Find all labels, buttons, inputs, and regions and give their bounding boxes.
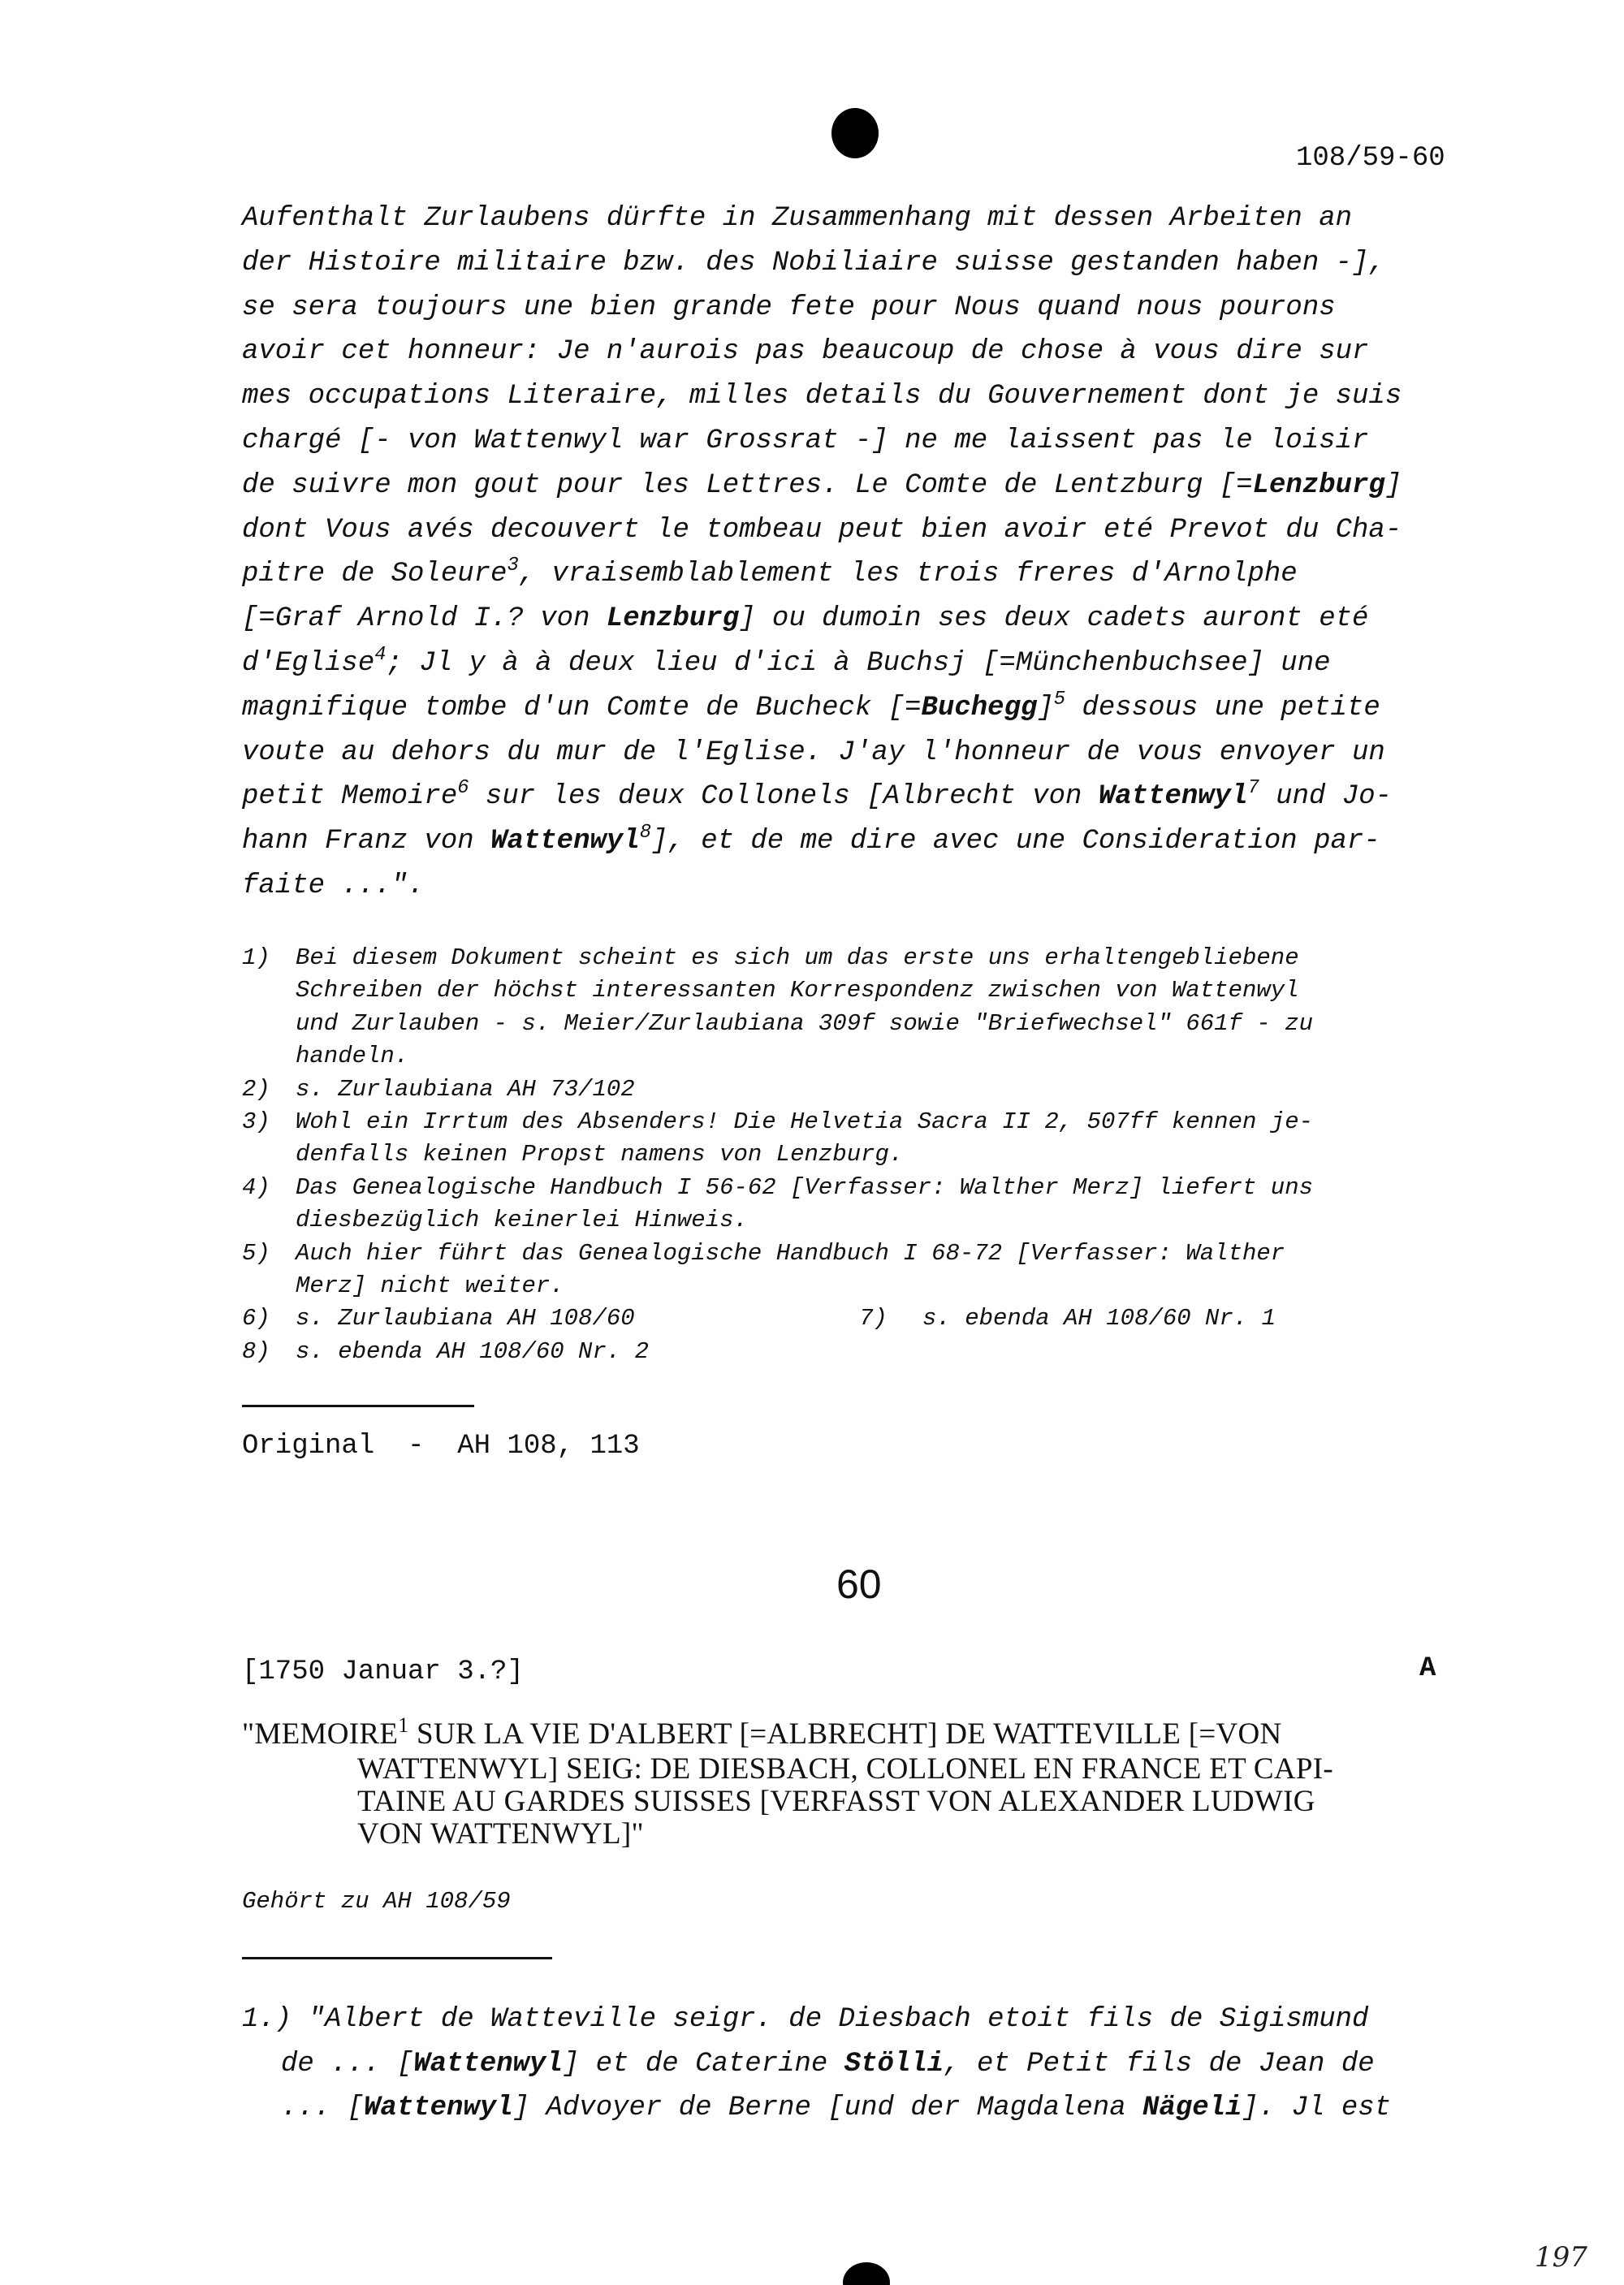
body-line [242, 777, 1393, 813]
footnote-text: Wohl ein Irrtum des Absenders! Die Helvetia Sacra II 2, 507ff kennen je- [296, 1108, 1314, 1135]
footnote-number: 6) [242, 1305, 270, 1333]
text-run: faite ...". [242, 870, 425, 901]
memo-title-line-4: VON WATTENWYL]" [357, 1817, 644, 1851]
footnote-number: 5) [242, 1239, 270, 1267]
text-run: magnifique tombe d'un Comte de Bucheck [= [242, 692, 922, 724]
footnote-text: s. ebenda AH 108/60 Nr. 1 [922, 1305, 1276, 1333]
footnote-number: 7) [859, 1305, 888, 1333]
body-line [242, 381, 1402, 412]
footnote-text: handeln. [296, 1043, 409, 1070]
bold-name: Lenzburg [606, 603, 740, 635]
memo-title-line-2: WATTENWYL] SEIG: DE DIESBACH, COLLONEL EN FRANCE ET CAPI- [357, 1752, 1334, 1786]
page-reference: 108/59-60 [1296, 143, 1445, 174]
body-line [242, 737, 1385, 768]
body-line [242, 515, 1402, 546]
text-run: avoir cet honneur: Je n'aurois pas beaucoup de chose à vous dire sur [242, 336, 1369, 368]
bold-name: Buchegg [921, 692, 1038, 724]
text-run: petit Memoire [242, 781, 458, 813]
divider-rule [242, 1405, 474, 1407]
text-run: voute au dehors du mur de l'Eglise. J'ay l'honneur de vous envoyer un [242, 736, 1385, 768]
text-run: Aufenthalt Zurlaubens dürfte in Zusammenhang mit dessen Arbeiten an [242, 203, 1353, 234]
footnote-text: s. Zurlaubiana AH 73/102 [296, 1075, 635, 1103]
bold-name: Wattenwyl [413, 2048, 563, 2080]
text-run: , vraisemblablement les trois freres d'Arnolphe [518, 559, 1298, 590]
body-line [242, 643, 1331, 679]
footnote-text: Schreiben der höchst interessanten Korrespondenz zwischen von Wattenwyl [296, 977, 1299, 1004]
date-line: [1750 Januar 3.?] [242, 1657, 524, 1687]
text-run: ; Jl y à à deux lieu d'ici à Buchsj [=Münchenbuchsee] une [386, 648, 1331, 679]
text-run: ] [1384, 469, 1402, 501]
footnote-text: Merz] nicht weiter. [296, 1272, 564, 1299]
original-reference: Original - AH 108, 113 [242, 1431, 640, 1462]
footnote-number: 3) [242, 1108, 270, 1135]
footnote-number: 8) [242, 1337, 270, 1365]
bold-name: Wattenwyl [490, 826, 640, 857]
text-run: ] [1037, 692, 1054, 724]
text-run: ] ou dumoin ses deux cadets auront eté [739, 603, 1369, 635]
body-line [242, 470, 1402, 501]
bold-name: Wattenwyl [1098, 781, 1248, 813]
footnote-number: 1) [242, 944, 270, 971]
footnote-marker: 4 [374, 643, 387, 666]
footnote-text: s. Zurlaubiana AH 108/60 [296, 1305, 635, 1333]
text-run: ... [ [281, 2093, 365, 2123]
footnote-text: Das Genealogische Handbuch I 56-62 [Verfasser: Walther Merz] liefert uns [296, 1173, 1314, 1201]
body-line [242, 336, 1368, 367]
text-run: dont Vous avés decouvert le tombeau peut bien avoir eté Prevot du Cha- [242, 514, 1402, 546]
footnote-text: und Zurlauben - s. Meier/Zurlaubiana 309f sowie "Briefwechsel" 661f - zu [296, 1009, 1314, 1037]
footnote-marker: 6 [457, 777, 469, 800]
body-line [242, 603, 1368, 634]
body-line [242, 870, 424, 901]
footnote-number: 4) [242, 1173, 270, 1201]
body-line [242, 555, 1298, 590]
text-run: dessous une petite [1065, 692, 1380, 724]
text-run: pitre de Soleure [242, 559, 508, 590]
body-line [242, 822, 1380, 857]
bold-name: Wattenwyl [364, 2093, 513, 2123]
text-run: ], et de me dire avec une Consideration par- [650, 826, 1380, 857]
handwritten-page-mark: 197 [1535, 2241, 1587, 2274]
bold-name: Nägeli [1142, 2093, 1242, 2123]
entry-line [281, 2093, 1391, 2123]
text-run: , et Petit fils de Jean de [944, 2048, 1375, 2080]
text-run: hann Franz von [242, 826, 491, 857]
memo-title-line-1: "MEMOIRE$^1$ SUR LA VIE D'ALBERT [=ALBRECHT] DE WATTEVILLE [=VON [242, 1713, 1282, 1751]
text-run: 1.) "Albert de Watteville seigr. de Diesbach etoit fils de Sigismund [242, 2004, 1369, 2035]
belongs-to-note: Gehört zu AH 108/59 [242, 1888, 511, 1915]
footnote-marker: 7 [1247, 777, 1259, 800]
text-run: ] et de Caterine [562, 2048, 844, 2080]
body-line [242, 203, 1352, 234]
text-run: d'Eglise [242, 648, 375, 679]
footnote-text: diesbezüglich keinerlei Hinweis. [296, 1207, 748, 1234]
body-line [242, 425, 1368, 456]
text-run: sur les deux Collonels [Albrecht von [469, 781, 1099, 813]
text-run: [=Graf Arnold I.? von [242, 603, 607, 635]
footnote-text: Bei diesem Dokument scheint es sich um das erste uns erhaltengebliebene [296, 944, 1299, 971]
footnote-text: s. ebenda AH 108/60 Nr. 2 [296, 1337, 650, 1365]
document-type-letter: A [1419, 1653, 1436, 1684]
body-line [242, 248, 1385, 279]
text-run: de suivre mon gout pour les Lettres. Le Comte de Lentzburg [= [242, 469, 1253, 501]
text-run: chargé [- von Wattenwyl war Grossrat -] ne me laissent pas le loisir [242, 425, 1369, 456]
footnote-marker: 5 [1053, 688, 1066, 711]
bold-name: Stölli [844, 2048, 944, 2080]
bold-name: Lenzburg [1252, 469, 1385, 501]
text-run: mes occupations Literaire, milles details du Gouvernement dont je suis [242, 381, 1402, 413]
footnote-marker: 8 [639, 822, 651, 844]
footnote-text: denfalls keinen Propst namens von Lenzburg. [296, 1141, 904, 1168]
entry-line [242, 2004, 1368, 2035]
divider-rule [242, 1957, 552, 1959]
text-run: und Jo- [1259, 781, 1393, 813]
memo-title-line-3: TAINE AU GARDES SUISSES [VERFASST VON ALEXANDER LUDWIG [357, 1785, 1315, 1818]
body-line [242, 292, 1336, 323]
footnote-text: Auch hier führt das Genealogische Handbuch I 68-72 [Verfasser: Walther [296, 1239, 1285, 1267]
text-run: de ... [ [281, 2048, 414, 2080]
body-line [242, 688, 1380, 724]
document-number: 60 [836, 1561, 882, 1607]
text-run: ]. Jl est [1242, 2093, 1392, 2123]
punch-hole-mark [831, 108, 879, 158]
bottom-punch-hole-mark [843, 2262, 890, 2285]
footnote-number: 2) [242, 1075, 270, 1103]
text-run: se sera toujours une bien grande fete pour Nous quand nous pourons [242, 292, 1336, 323]
text-run: ] Advoyer de Berne [und der Magdalena [512, 2093, 1142, 2123]
text-run: der Histoire militaire bzw. des Nobiliaire suisse gestanden haben -], [242, 247, 1385, 279]
footnote-marker: 3 [507, 555, 519, 577]
entry-line [281, 2049, 1375, 2080]
